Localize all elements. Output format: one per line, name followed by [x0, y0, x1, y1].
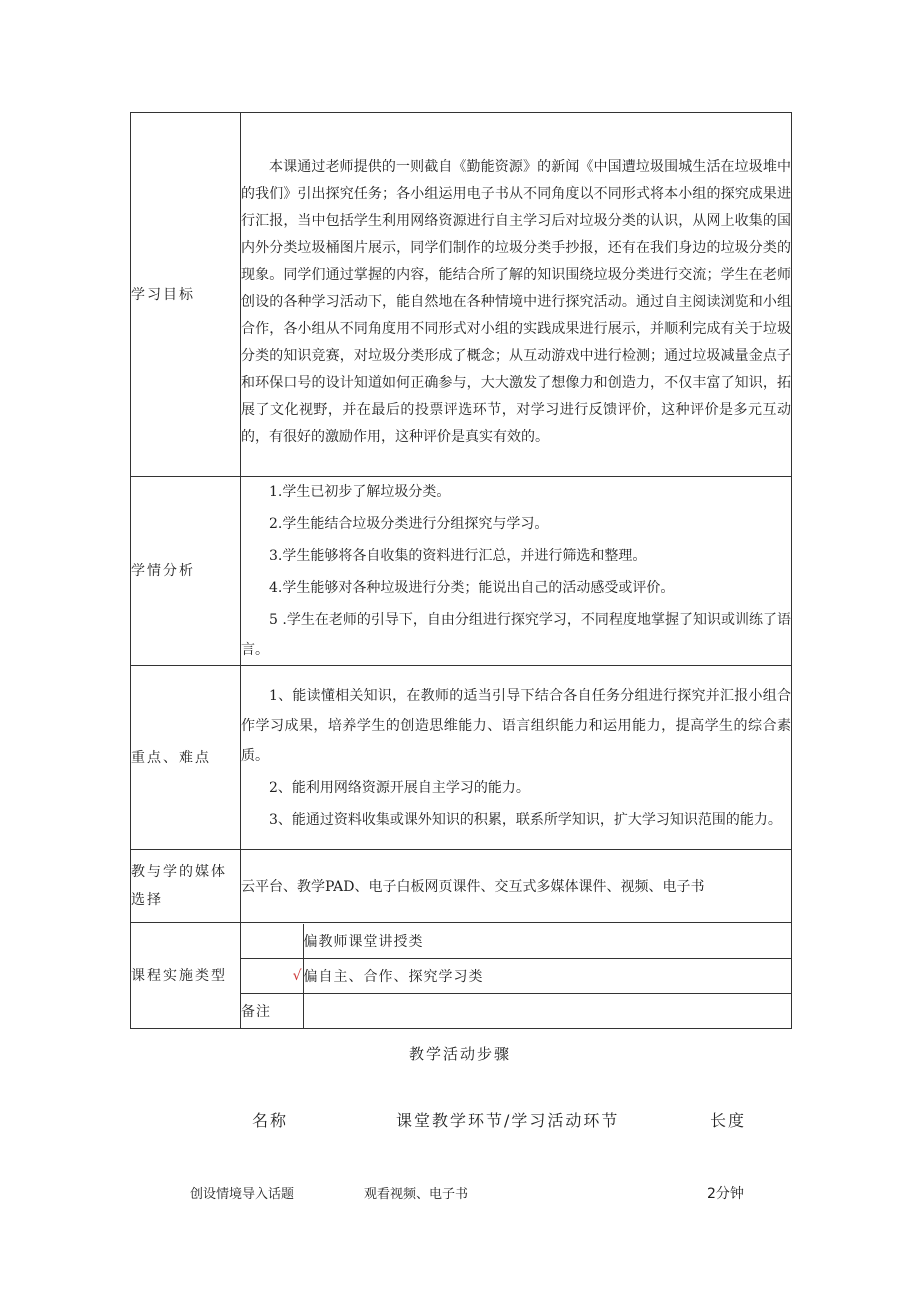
objectives-label: 学习目标 — [131, 113, 241, 477]
course-type-row — [131, 923, 792, 1029]
course-type-table — [241, 924, 791, 1028]
course-type-options — [241, 923, 792, 1029]
learner-analysis-content — [241, 477, 792, 666]
activity-duration: 2分钟 — [707, 1186, 744, 1202]
key-points-item: 1、能读懂相关知识，在教师的适当引导下结合各自任务分组进行探究并汇报小组合作学习成果，培养学生的创造思维能力、语言组织能力和运用能力，提高学生的综合素质。 — [241, 687, 791, 764]
objectives-row — [131, 113, 792, 477]
column-header-name: 名称 — [252, 1111, 289, 1130]
learner-analysis-item: 2.学生能结合垃圾分类进行分组探究与学习。 — [269, 516, 549, 532]
key-points-row — [131, 666, 792, 850]
key-points-item: 2、能利用网络资源开展自主学习的能力。 — [269, 779, 530, 796]
learner-analysis-item: 5 .学生在老师的引导下，自由分组进行探究学习，不同程度地掌握了知识或训练了语言。 — [241, 612, 791, 658]
activities-heading: 教学活动步骤 — [408, 1045, 511, 1063]
check-mark: √ — [241, 958, 303, 993]
key-points-item: 3、能通过资料收集或课外知识的积累，联系所学知识，扩大学习知识范围的能力。 — [269, 811, 782, 828]
media-row — [131, 850, 792, 923]
key-points-label: 重点、难点 — [131, 666, 241, 850]
lesson-plan-table — [130, 112, 792, 1029]
remark-label: 备注 — [241, 993, 303, 1028]
course-type-option-text: 偏教师课堂讲授类 — [303, 924, 791, 959]
learner-analysis-label: 学情分析 — [131, 477, 241, 666]
check-mark — [241, 924, 303, 959]
learner-analysis-item: 3.学生能够将各自收集的资料进行汇总，并进行筛选和整理。 — [269, 548, 647, 564]
remark-value — [303, 993, 791, 1028]
learner-analysis-item: 4.学生能够对各种垃圾进行分类；能说出自己的活动感受或评价。 — [269, 580, 675, 596]
objectives-content — [241, 113, 792, 477]
course-type-label: 课程实施类型 — [131, 923, 241, 1029]
key-points-content — [241, 666, 792, 850]
objectives-text: 本课通过老师提供的一则截自《勤能资源》的新闻《中国遭垃圾围城生活在垃圾堆中的我们》引出探究任务；各小组运用电子书从不同角度以不同形式将本小组的探究成果进行汇报，当中包括学生利用网络资源进行自主学习后对垃圾分类的认识，从网上收集的国内外分类垃圾桶图片展示，同学们制作的垃圾分类手抄报，还有在我们身边的垃圾分类的现象。同学们通过掌握的内容，能结合所了解的知识围绕垃圾分类进行交流；学生在老师创设的各种学习活动下，能自然地在各种情境中进行探究活动。通过自主阅读浏览和小组合作，各小组从不同角度用不同形式对小组的实践成果进行展示，并顺利完成有关于垃圾分类的知识竞赛，对垃圾分类形成了概念；从互动游戏中进行检测；通过垃圾减量金点子和环保口号的设计知道如何正确参与，大大激发了想像力和创造力，不仅丰富了知识，拓展了文化视野，并在最后的投票评选环节，对学习进行反馈评价，这种评价是多元互动的，有很好的激励作用，这种评价是真实有效的。 — [241, 159, 791, 445]
activity-description: 观看视频、电子书 — [364, 1187, 469, 1202]
learner-analysis-row — [131, 477, 792, 666]
activity-name: 创设情境导入话题 — [190, 1187, 295, 1202]
column-header-activity: 课堂教学环节/学习活动环节 — [396, 1111, 620, 1130]
column-header-duration: 长度 — [710, 1111, 747, 1130]
media-content: 云平台、教学PAD、电子白板网页课件、交互式多媒体课件、视频、电子书 — [241, 850, 792, 923]
remark-row — [241, 993, 791, 1028]
course-type-option — [241, 958, 791, 993]
course-type-option-text: 偏自主、合作、探究学习类 — [303, 958, 791, 993]
learner-analysis-item: 1.学生已初步了解垃圾分类。 — [269, 484, 451, 500]
course-type-option — [241, 924, 791, 959]
media-label: 教与学的媒体选择 — [131, 850, 241, 923]
